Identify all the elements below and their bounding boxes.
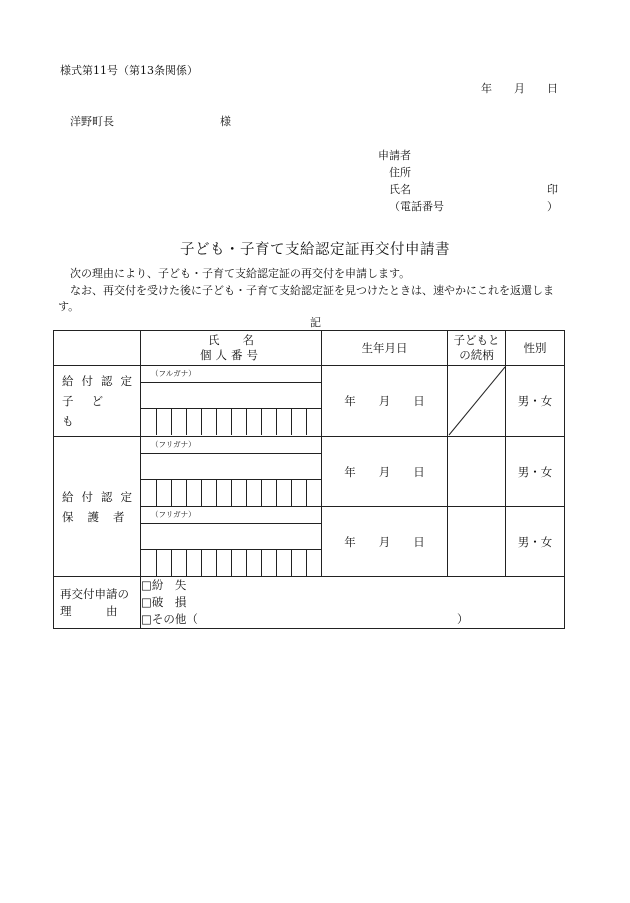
child-label-line2: 子ども bbox=[62, 394, 121, 428]
applicant-name-label: 氏名 bbox=[389, 183, 411, 196]
ki-mark: 記 bbox=[310, 316, 321, 329]
child-label bbox=[54, 366, 141, 437]
applicant-heading: 申請者 bbox=[378, 149, 411, 162]
reason-damaged-checkbox[interactable]: □破 損 bbox=[141, 595, 187, 609]
applicant-phone-close: ） bbox=[547, 200, 558, 213]
header-sex: 性別 bbox=[506, 331, 565, 366]
reason-label bbox=[54, 577, 141, 629]
table-row-guardian-1 bbox=[54, 437, 565, 507]
addressee: 洋野町長 bbox=[70, 115, 114, 128]
reason-label-line1: 再交付申請の bbox=[60, 586, 129, 601]
child-id-number-field[interactable] bbox=[141, 408, 321, 435]
guardian2-birthdate: 年 月 日 bbox=[322, 507, 448, 577]
header-relation-1: 子どもと bbox=[453, 333, 500, 347]
guardian1-id-number-field[interactable] bbox=[141, 479, 321, 506]
guardian2-kana-label: （フリガナ） bbox=[151, 510, 196, 519]
guardian1-name-cell bbox=[141, 437, 322, 507]
guardian-label-line2: 保護者 bbox=[62, 509, 139, 524]
reason-other-checkbox[interactable]: □その他（ bbox=[141, 612, 198, 626]
header-name: 氏 名 bbox=[208, 333, 254, 347]
child-name-cell bbox=[141, 366, 322, 437]
guardian2-sex: 男・女 bbox=[506, 507, 565, 577]
child-name-field[interactable] bbox=[141, 382, 321, 408]
guardian1-sex: 男・女 bbox=[506, 437, 565, 507]
seal-mark: 印 bbox=[547, 183, 558, 196]
reason-label-line2: 理 由 bbox=[60, 603, 118, 618]
guardian1-kana-label: （フリガナ） bbox=[151, 440, 196, 449]
header-name-cell bbox=[141, 331, 322, 366]
diagonal-line bbox=[448, 366, 506, 436]
application-table bbox=[53, 330, 565, 629]
guardian1-relation[interactable] bbox=[448, 437, 506, 507]
form-number: 様式第11号（第13条関係） bbox=[60, 64, 198, 77]
child-birthdate: 年 月 日 bbox=[322, 366, 448, 437]
guardian1-name-field[interactable] bbox=[141, 453, 321, 479]
guardian-label-line1: 給付認定 bbox=[62, 489, 140, 504]
guardian-label bbox=[54, 437, 141, 577]
date-line: 年 月 日 bbox=[481, 82, 558, 95]
header-relation-2: の続柄 bbox=[459, 348, 494, 362]
table-row-reason bbox=[54, 577, 565, 629]
reason-options bbox=[141, 577, 565, 629]
table-row-child bbox=[54, 366, 565, 437]
guardian2-relation[interactable] bbox=[448, 507, 506, 577]
body-paragraph-1: 次の理由により、子ども・子育て支給認定証の再交付を申請します。 bbox=[70, 267, 411, 280]
guardian2-name-cell bbox=[141, 507, 322, 577]
reason-other-row bbox=[141, 611, 564, 628]
child-label-line1: 給付認定 bbox=[62, 374, 140, 388]
guardian1-birthdate: 年 月 日 bbox=[322, 437, 448, 507]
child-kana-label: （フルガナ） bbox=[151, 369, 196, 378]
header-relation-cell bbox=[448, 331, 506, 366]
document-title: 子ども・子育て支給認定証再交付申請書 bbox=[180, 242, 450, 258]
header-id-number: 個人番号 bbox=[200, 348, 262, 362]
guardian2-id-number-field[interactable] bbox=[141, 549, 321, 576]
applicant-address-label: 住所 bbox=[389, 166, 411, 179]
reason-lost-checkbox[interactable]: □紛 失 bbox=[141, 578, 187, 592]
reason-other-close: ） bbox=[457, 612, 469, 626]
addressee-honorific: 様 bbox=[220, 115, 231, 128]
body-paragraph-2: なお、再交付を受けた後に子ども・子育て支給認定証を見つけたときは、速やかにこれを返還しま bbox=[70, 284, 554, 297]
guardian2-name-field[interactable] bbox=[141, 523, 321, 549]
child-relation-cell bbox=[448, 366, 506, 437]
child-sex: 男・女 bbox=[506, 366, 565, 437]
header-birthdate: 生年月日 bbox=[322, 331, 448, 366]
body-paragraph-2-cont: す。 bbox=[58, 300, 80, 313]
applicant-phone-label: （電話番号 bbox=[389, 200, 444, 213]
